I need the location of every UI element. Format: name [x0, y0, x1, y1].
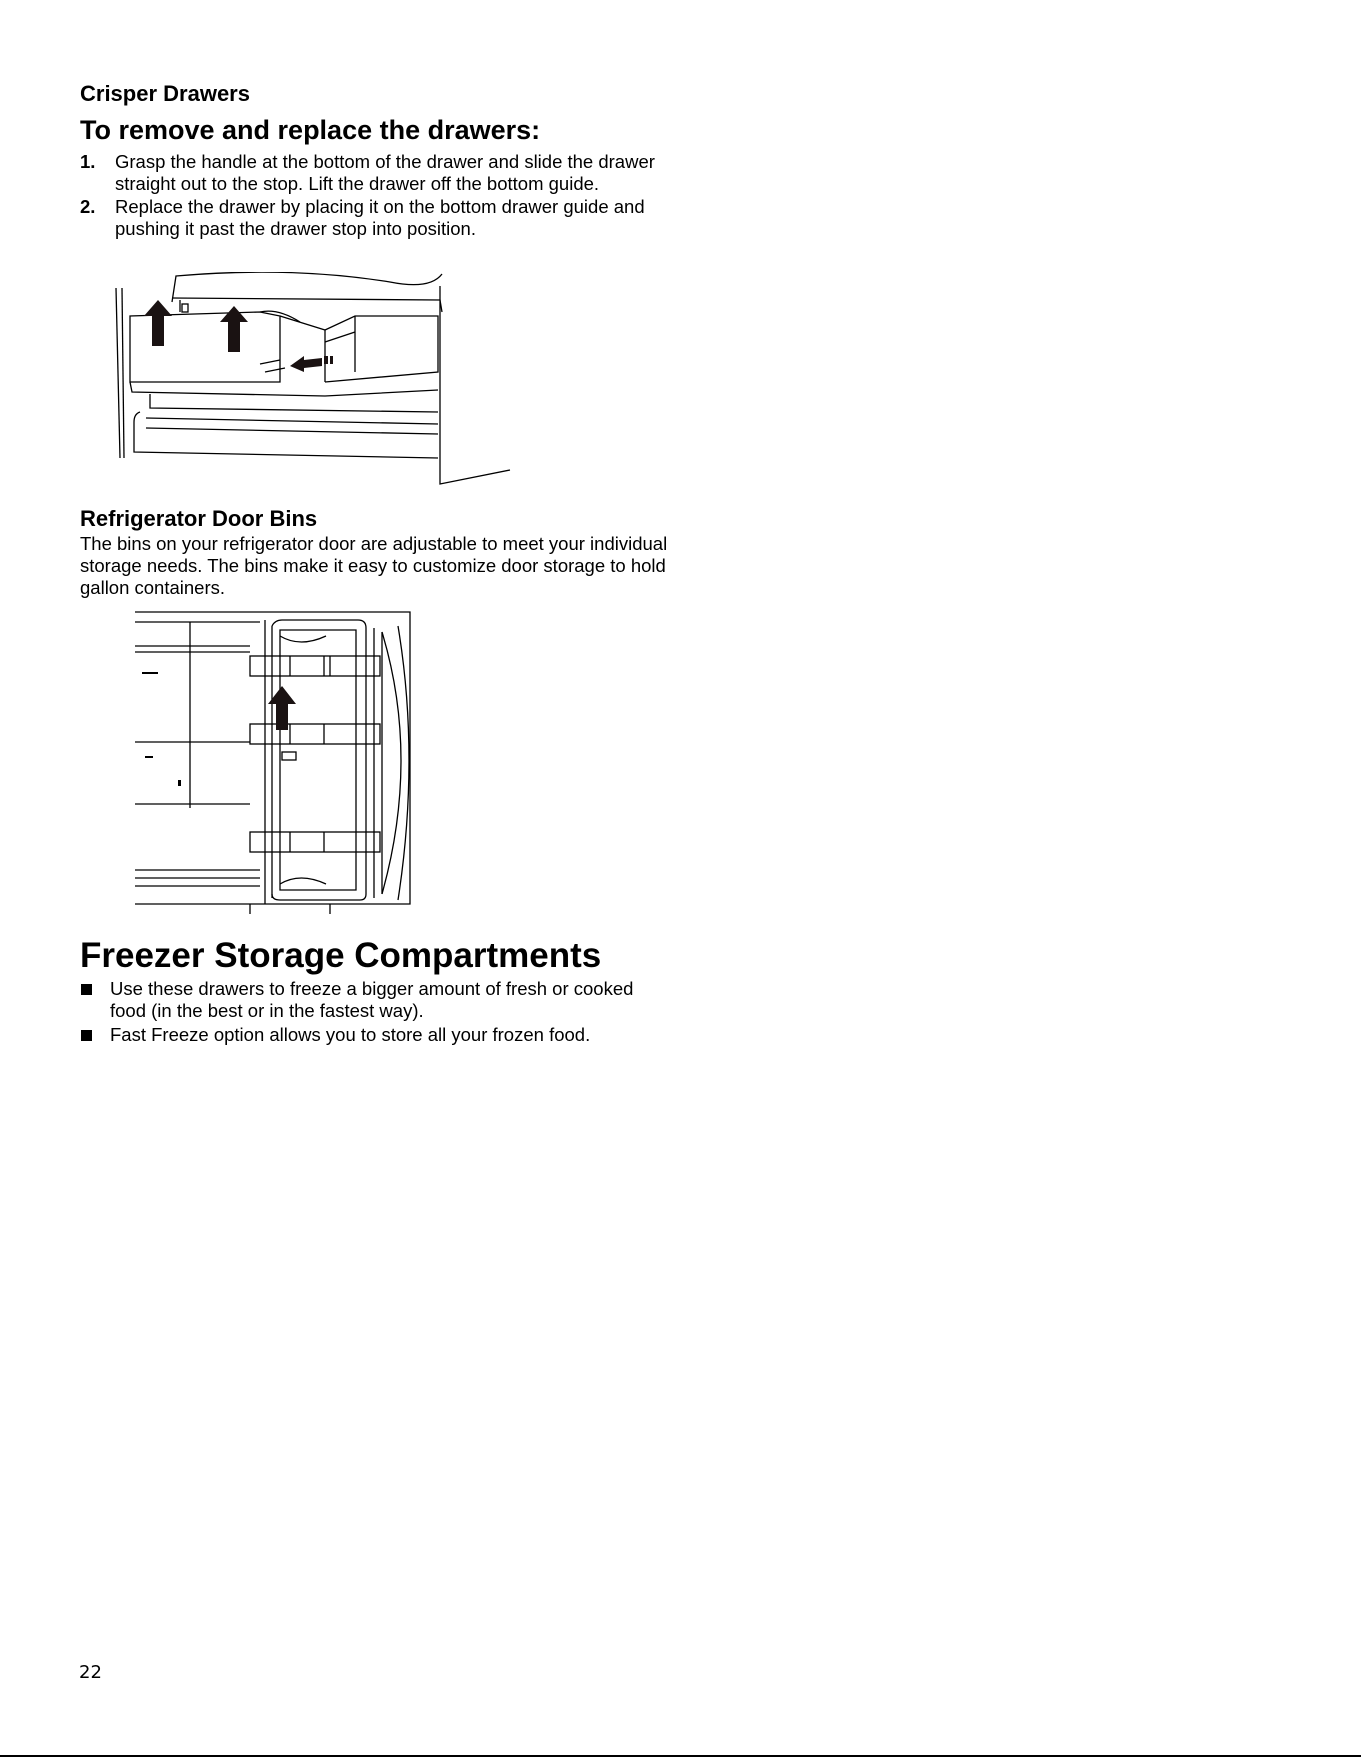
bullet-item — [80, 978, 660, 1022]
crisper-drawers-heading: Crisper Drawers — [80, 81, 250, 106]
page-bottom-rule — [0, 1755, 1361, 1757]
square-bullet-icon — [81, 984, 92, 995]
bullet-text: Fast Freeze option allows you to store all your frozen food. — [110, 1024, 591, 1045]
bullet-text: Use these drawers to freeze a bigger amount of fresh or cooked food (in the best or in the fastest way). — [110, 978, 634, 1021]
bullet-item — [80, 1024, 660, 1046]
door-bins-illustration — [130, 608, 430, 918]
up-arrow-icon — [144, 300, 172, 346]
step-number: 1. — [80, 151, 96, 172]
step-text: Grasp the handle at the bottom of the drawer and slide the drawer straight out to the stop. Lift the drawer off the bottom guide. — [115, 151, 655, 194]
step-text: Replace the drawer by placing it on the bottom drawer guide and pushing it past the drawer stop into position. — [115, 196, 645, 239]
page-number: 22 — [79, 1662, 102, 1683]
square-bullet-icon — [81, 1030, 92, 1041]
arrow-tail-mark — [330, 356, 333, 364]
freezer-bullets-list — [80, 978, 660, 1048]
remove-replace-drawers-heading: To remove and replace the drawers: — [80, 115, 541, 145]
step-item — [80, 151, 660, 195]
door-bins-paragraph: The bins on your refrigerator door are adjustable to meet your individual storage needs. The bins make it easy to customize door storage to hold gallon containers. — [80, 533, 668, 598]
freezer-storage-heading: Freezer Storage Compartments — [80, 936, 602, 975]
arrow-tail-mark — [324, 356, 328, 364]
lift-arrows — [144, 300, 333, 372]
crisper-steps-list — [80, 151, 660, 241]
crisper-drawer-illustration — [110, 272, 520, 492]
door-bins-heading: Refrigerator Door Bins — [80, 506, 318, 531]
step-number: 2. — [80, 196, 96, 217]
step-item — [80, 196, 660, 240]
left-arrow-icon — [290, 356, 322, 372]
